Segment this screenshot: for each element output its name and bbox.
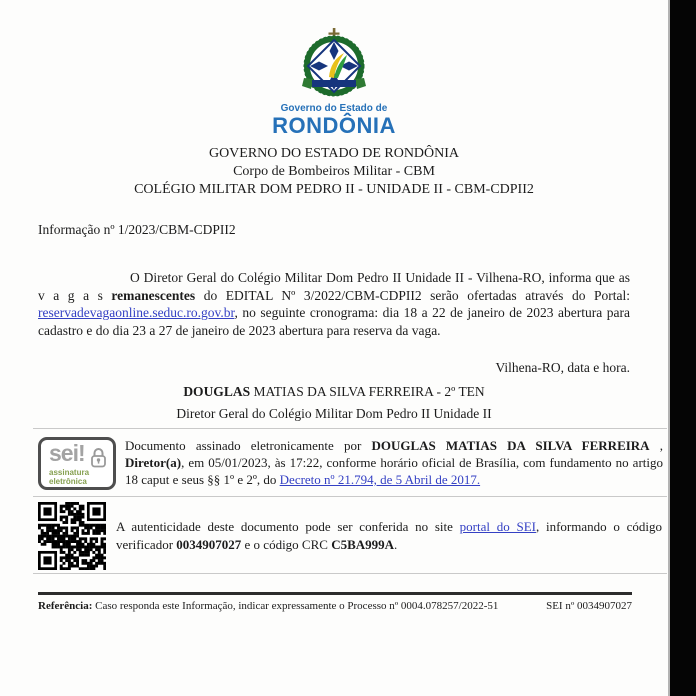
letterhead-line-1: GOVERNO DO ESTADO DE RONDÔNIA — [208, 146, 460, 161]
authenticity-statement — [116, 497, 662, 573]
letterhead-line-3: COLÉGIO MILITAR DOM PEDRO II - UNIDADE II - CBM-CDPII2 — [134, 182, 534, 197]
body-text-3: , no seguinte cronograma: dia 18 a 22 de janeiro de 2023 abertura para cadastro e do dia 23 a 27 de janeiro de 2023 abertura para reserva da vaga. — [38, 305, 630, 338]
sig-text-3: , em 05/01/2023, às 17:22, conforme horário oficial de Brasília, com fundamento no artigo 18 caput e seus §§ 1º e 2º, do — [125, 455, 663, 487]
footer-reference — [38, 600, 498, 612]
auth-text-3: e o código CRC — [241, 536, 332, 552]
body-text-2: do EDITAL Nº 3/2022/CBM-CDPII2 serão ofertadas através do Portal: — [195, 287, 630, 303]
rondonia-crest-icon — [295, 28, 373, 100]
signer-first-name: DOUGLAS — [183, 384, 251, 399]
sig-signer-name: DOUGLAS MATIAS DA SILVA FERREIRA — [371, 438, 650, 453]
logo-caption-large: RONDÔNIA — [272, 113, 396, 138]
signer-title-line: Diretor Geral do Colégio Militar Dom Pedro II Unidade II — [176, 406, 492, 421]
crc-code: C5BA999A — [331, 536, 395, 552]
sig-text-2: , — [649, 438, 663, 453]
authenticity-block — [33, 497, 667, 574]
footer-reference-text: Caso responda este Informação, indicar expressamente o Processo nº 0004.078257/2022-51 — [92, 600, 499, 612]
decree-link[interactable]: Decreto nº 21.794, de 5 Abril de 2017. — [279, 472, 481, 487]
footer-sei-number: SEI nº 0034907027 — [546, 600, 632, 612]
qr-code — [38, 502, 106, 570]
footer — [38, 600, 632, 612]
footer-rule — [38, 592, 632, 595]
verifier-code: 0034907027 — [176, 536, 242, 552]
logo-caption-small: Governo do Estado de — [280, 103, 388, 114]
signer-name-rest: MATIAS DA SILVA FERREIRA - 2º TEN — [250, 384, 485, 399]
padlock-icon — [90, 447, 107, 469]
sei-logo-text: sei! — [49, 440, 85, 466]
signer-name-line — [38, 384, 630, 400]
auth-text-2: , informando o código verificador — [116, 519, 662, 552]
document-number: Informação nº 1/2023/CBM-CDPII2 — [38, 222, 236, 237]
place-date-line: Vilhena-RO, data e hora. — [495, 360, 630, 375]
body-bold-remanescentes: remanescentes — [111, 287, 196, 303]
electronic-signature-block — [33, 428, 667, 497]
sig-text-1: Documento assinado eletronicamente por — [125, 438, 372, 453]
state-logo — [38, 28, 630, 138]
sig-signer-role: Diretor(a) — [125, 455, 182, 470]
sei-signature-stamp — [38, 437, 116, 490]
sei-portal-link[interactable]: portal do SEI — [459, 519, 536, 534]
body-text-1: O Diretor Geral do Colégio Militar Dom Pedro II Unidade II - Vilhena-RO, informa que as v a g a s — [38, 270, 630, 303]
sei-subtext-1: assinatura — [49, 468, 90, 477]
auth-text-1: A autenticidade deste documento pode ser conferida no site — [116, 519, 460, 534]
footer-reference-label: Referência: — [38, 600, 93, 612]
auth-text-4: . — [394, 536, 398, 552]
signature-statement — [125, 429, 663, 496]
letterhead — [38, 145, 630, 199]
sei-subtext-2: eletrônica — [49, 477, 87, 486]
reservation-portal-link[interactable]: reservadevagaonline.seduc.ro.gov.br — [38, 305, 235, 320]
body-paragraph — [38, 269, 630, 339]
letterhead-line-2: Corpo de Bombeiros Militar - CBM — [233, 164, 435, 179]
screen-edge-bar — [668, 0, 696, 696]
